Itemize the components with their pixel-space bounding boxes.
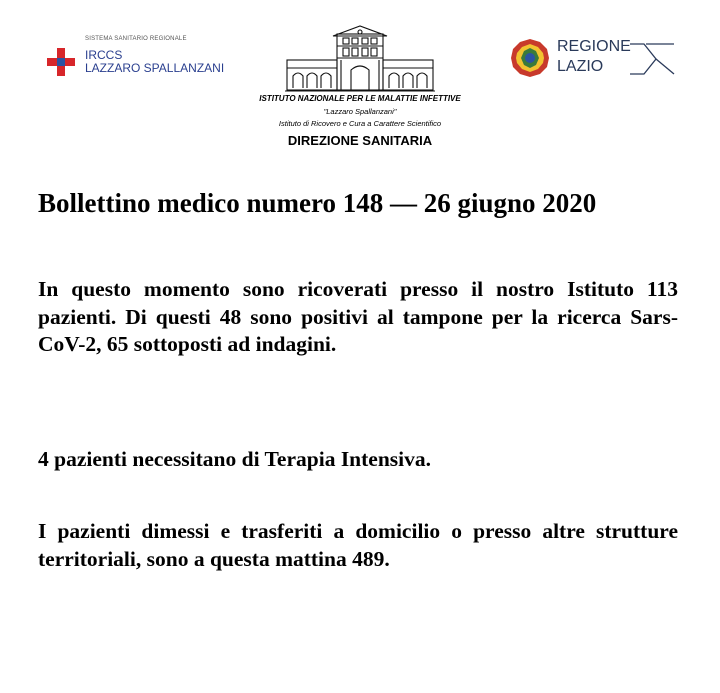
regione-lazio-logo bbox=[508, 36, 678, 82]
region-line-2: LAZIO bbox=[557, 58, 604, 75]
medical-cross-icon bbox=[47, 48, 75, 76]
letterhead bbox=[0, 0, 720, 160]
chevron-mark-icon bbox=[628, 40, 676, 78]
region-line-1: REGIONE bbox=[557, 38, 631, 55]
paragraph-intensive-care: 4 pazienti necessitano di Terapia Intensiva. bbox=[38, 447, 432, 471]
institute-name: ISTITUTO NAZIONALE PER LE MALATTIE INFETTIVE bbox=[259, 94, 461, 103]
logo-line-1: IRCCS bbox=[85, 48, 123, 62]
logo-subtitle: SISTEMA SANITARIO REGIONALE bbox=[85, 36, 187, 42]
paragraph-hospitalized: In questo momento sono ricoverati presso il nostro Istituto 113 pazienti. Di questi 48 sono positivi al tampone per la ricerca Sars-CoV-2, 65 sottoposti ad indagini. bbox=[38, 277, 678, 356]
paragraph-discharged: I pazienti dimessi e trasferiti a domicilio o presso altre strutture territoriali, sono a questa mattina 489. bbox=[38, 519, 678, 571]
bulletin-title: Bollettino medico numero 148 — 26 giugno 2020 bbox=[38, 188, 597, 218]
regione-lazio-emblem-icon bbox=[510, 38, 550, 78]
department-name: DIREZIONE SANITARIA bbox=[287, 133, 433, 148]
building-icon bbox=[285, 24, 435, 92]
irccs-spallanzani-logo bbox=[45, 36, 245, 86]
institute-quote: "Lazzaro Spallanzani" bbox=[323, 107, 397, 116]
institute-description: Istituto di Ricovero e Cura a Carattere Scientifico bbox=[278, 119, 442, 128]
logo-line-2: LAZZARO SPALLANZANI bbox=[85, 61, 225, 75]
